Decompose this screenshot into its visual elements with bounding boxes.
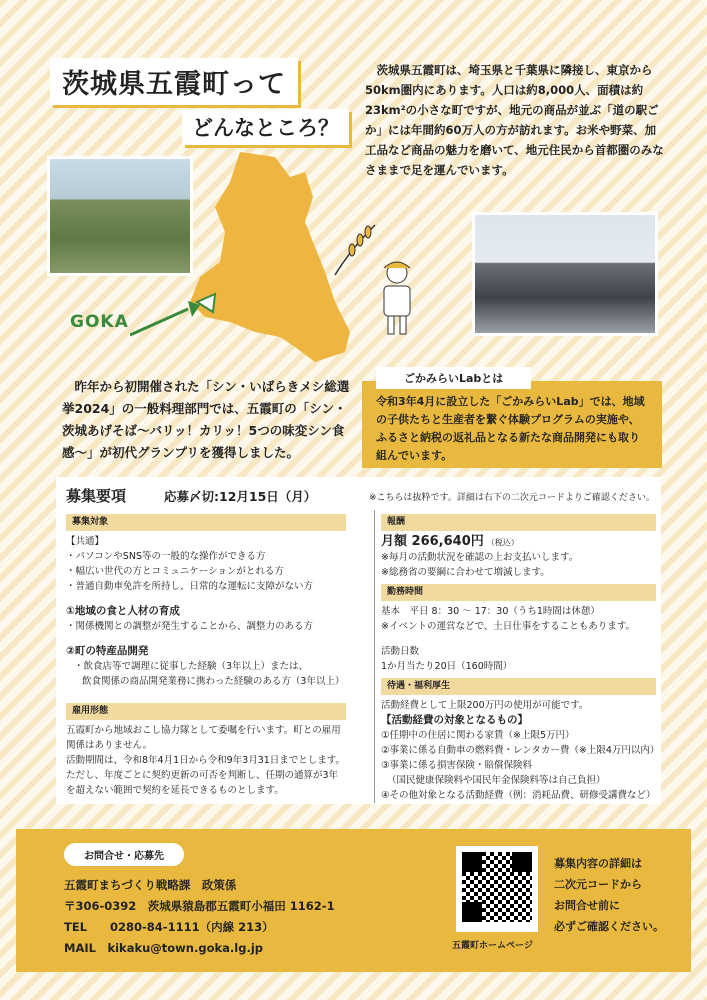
area1-item: ・関係機関との調整が発生することから、調整力のある方: [66, 621, 314, 632]
qr-caption: 五霞町ホームページ: [452, 941, 533, 951]
title-block: [50, 58, 349, 145]
hours-text: 基本 平日 8：30 ～ 17：30（うち1時間は休憩）: [381, 606, 600, 617]
qr-note-line: 必ずご確認ください。: [554, 920, 664, 933]
pay-section-label: 報酬: [381, 514, 656, 531]
page-subtitle: どんなところ？: [182, 109, 349, 145]
lab-info-box: [362, 381, 662, 468]
common-item: ・パソコンやSNS等の一般的な操作ができる方: [66, 551, 266, 562]
farmer-illustration: [372, 258, 422, 338]
goka-arrow-icon: [130, 295, 210, 345]
common-label: 【共通】: [66, 536, 105, 547]
lab-body: 令和3年4月に設立した「ごかみらいLab」では、地域の子供たちと生産者を繋ぐ体験プログラムの実施や、ふるさと納税の返礼品となる新たな商品開発にも取り組んでいます。: [376, 395, 645, 462]
qr-code[interactable]: [456, 846, 538, 932]
news-text: 昨年から初開催された「シン・いばらきメシ総選挙2024」の一般料理部門では、五霞町の「シン・茨城あげそば～バリッ！カリッ！5つの味変シン食感～」が初代グランプリを獲得しました。: [62, 379, 350, 460]
contact-details: [64, 875, 335, 959]
benefit-item: ①任期中の住居に関わる家賃（※上限5万円）: [381, 730, 575, 741]
recruitment-heading: 募集要項: [66, 487, 127, 505]
common-item: ・普通自動車免許を所持し、日常的な運転に支障がない方: [66, 581, 314, 592]
hours-section-label: 勤務時間: [381, 584, 656, 601]
contact-tel[interactable]: TEL 0280-84-1111（内線 213）: [64, 920, 274, 934]
lab-title: ごかみらいLabとは: [376, 367, 531, 389]
area2-title: ②町の特産品開発: [66, 645, 149, 657]
area2-item: 飲食関係の商品開発業務に携わった経験のある方（3年以上）: [82, 676, 345, 687]
intro-text: 茨城県五霞町は、埼玉県と千葉県に隣接し、東京から50km圏内にあります。人口は約8,000人、面積は約23km²の小さな町ですが、地元の商品が並ぶ「道の駅ごか」には年間約60万人の方が訪れます。お米や野菜、加工品など商品の魅力を磨いて、地元住民から首都圏のみなさままで足を運んでいます。: [365, 63, 664, 177]
contact-label: お問合せ・応募先: [64, 843, 184, 866]
area1-title: ①地域の食と人材の育成: [66, 605, 180, 617]
contact-address: 〒306-0392 茨城県猿島郡五霞町小福田 1162-1: [64, 899, 335, 913]
pay-note: ※毎月の活動状況を確認の上お支払いします。: [381, 552, 579, 563]
common-item: ・幅広い世代の方とコミュニケーションがとれる方: [66, 566, 284, 577]
benefits-subtitle: 【活動経費の対象となるもの】: [381, 714, 528, 726]
benefits-intro: 活動経費として上限200万円の使用が可能です。: [381, 700, 589, 711]
employment-section-label: 雇用形態: [66, 703, 346, 720]
benefit-item: ③事業に係る損害保険・賠償保険料: [381, 760, 533, 771]
goka-map-label: GOKA: [70, 312, 129, 332]
recruitment-right-column: [374, 510, 660, 803]
contact-dept: 五霞町まちづくり戦略課 政策係: [64, 878, 237, 892]
benefit-item: （国民健康保険料や国民年金保険料等は自己負担）: [387, 775, 606, 786]
pay-tax: （税込）: [486, 538, 519, 547]
qr-note-line: 募集内容の詳細は: [554, 857, 642, 870]
excerpt-note: ※こちらは抜粋です。詳細は右下の二次元コードよりご確認ください。: [369, 493, 655, 503]
team-photo: [472, 212, 658, 336]
employment-text: ただし、年度ごとに契約更新の可否を判断し、任期の通算が3年を超えない範囲で契約を延長できるものとします。: [66, 770, 339, 796]
contact-footer: [16, 829, 691, 972]
benefits-section-label: 待遇・福利厚生: [381, 678, 656, 695]
hours-text: ※イベントの運営などで、土日仕事をすることもあります。: [381, 621, 636, 632]
days-text: 1か月当たり20日（160時間）: [381, 661, 513, 672]
qr-code-icon: [462, 852, 532, 922]
contact-mail[interactable]: MAIL kikaku@town.goka.lg.jp: [64, 941, 263, 955]
employment-text: 五霞町から地域おこし協力隊として委嘱を行います。町との雇用関係はありません。: [66, 725, 341, 751]
qr-note-line: 二次元コードから: [554, 878, 642, 891]
recruitment-panel: [56, 477, 661, 804]
qr-note-line: お問合せ前に: [554, 899, 620, 912]
days-title: 活動日数: [381, 646, 420, 657]
area2-item: ・飲食店等で調理に従事した経験（3年以上）または、: [74, 661, 309, 672]
target-section-label: 募集対象: [66, 514, 346, 531]
recruitment-left-column: [66, 510, 346, 798]
benefit-item: ②事業に係る自動車の燃料費・レンタカー費（※上限4万円以内）: [381, 745, 660, 756]
page-title: 茨城県五霞町って: [50, 58, 298, 105]
deadline: 応募〆切:12月15日（月）: [164, 489, 317, 504]
benefit-item: ④その他対象となる活動経費（例：消耗品費、研修受講費など）: [381, 790, 656, 801]
landscape-photo: [47, 156, 193, 276]
qr-note: [554, 853, 664, 937]
employment-text: 活動期間は、令和8年4月1日から令和9年3月31日までとします。: [66, 755, 346, 766]
pay-amount: 月額 266,640円: [381, 534, 484, 549]
pay-note: ※総務省の要綱に合わせて増減します。: [381, 567, 550, 578]
